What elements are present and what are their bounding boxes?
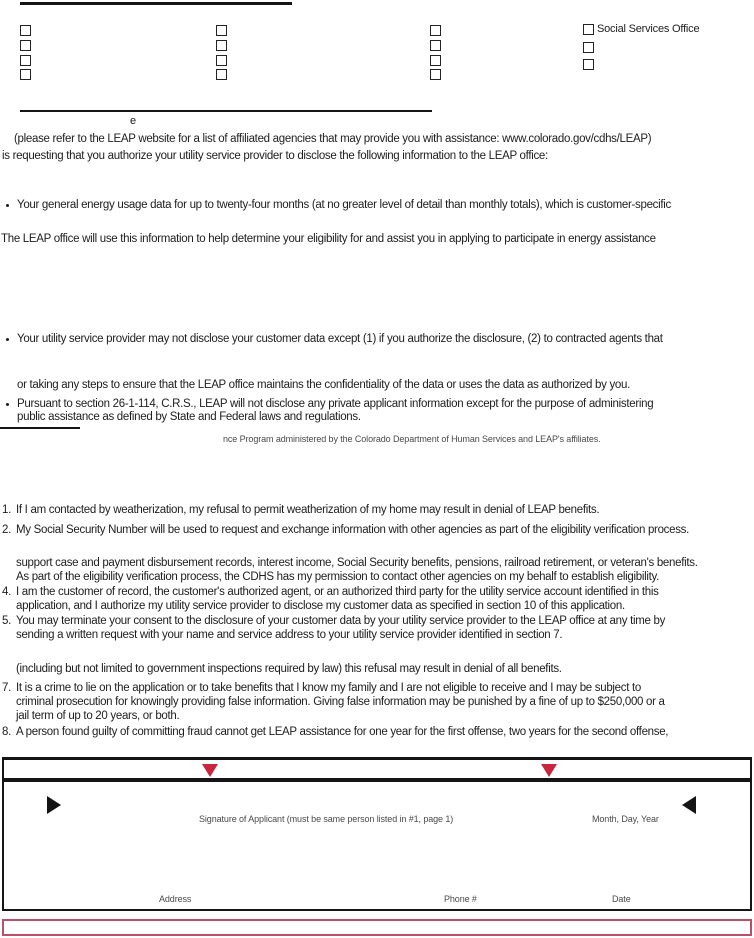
checkbox-social-services-office[interactable]	[583, 24, 594, 35]
list-item-3-line-1: support case and payment disbursement records, interest income, Social Security benefits, pensions, railroad retirement, or veteran's benefits.	[16, 557, 698, 569]
list-item-4-line-2: application, and I authorize my utility service provider to disclose my customer data as specified in section 10 of this application.	[16, 600, 625, 612]
list-number: 5.	[2, 615, 11, 627]
date-label: Date	[612, 894, 631, 904]
social-services-office-label: Social Services Office	[597, 23, 700, 35]
bullet-2-continuation: or taking any steps to ensure that the LEAP office maintains the confidentiality of the data or uses the data as authorized by you.	[17, 379, 630, 391]
signature-box	[2, 780, 752, 911]
list-item-8: A person found guilty of committing fraud cannot get LEAP assistance for one year for the first offense, two years for the second offense,	[16, 726, 669, 738]
checkbox-col1-row1[interactable]	[20, 25, 31, 36]
bullet-2-text: Your utility service provider may not disclose your customer data except (1) if you authorize the disclosure, (2) to contracted agents that	[17, 333, 663, 345]
arrow-right-icon	[47, 796, 61, 814]
arrow-down-icon	[541, 764, 557, 777]
bullet-3-line-1: Pursuant to section 26-1-114, C.R.S., LEAP will not disclose any private applicant information except for the purpose of administering	[17, 398, 654, 410]
intro-line-1: (please refer to the LEAP website for a list of affiliated agencies that may provide you with assistance: www.colorado.gov/cdhs/LEAP)	[14, 133, 652, 145]
applicant-signature-field[interactable]	[104, 787, 504, 813]
list-number: 1.	[2, 504, 11, 516]
checkbox-col4-row2[interactable]	[583, 42, 594, 53]
intro-line-2: is requesting that you authorize your utility service provider to disclose the following information to the LEAP office:	[2, 150, 548, 162]
list-item-2: My Social Security Number will be used to request and exchange information with other agencies as part of the eligibility verification process.	[16, 524, 690, 536]
red-outlined-box	[2, 919, 752, 936]
list-item-5-line-2: sending a written request with your name and service address to your utility service provider identified in section 7.	[16, 629, 563, 641]
leap-use-paragraph: The LEAP office will use this information to help determine your eligibility for and assist you in applying to participate in energy assistance	[1, 233, 656, 245]
address-label: Address	[159, 894, 192, 904]
list-item-3-line-2: As part of the eligibility verification process, the CDHS has my permission to contact other agencies on my behalf to establish eligibility.	[16, 571, 659, 583]
bullet-1-text: Your general energy usage data for up to twenty-four months (at no greater level of detail than monthly totals), which is customer-specific	[17, 199, 671, 211]
bullet-marker	[6, 204, 9, 207]
stray-character: e	[130, 115, 137, 127]
list-item-7-line-1: It is a crime to lie on the application or to take benefits that I know my family and I are not eligible to receive and I may be subject to	[16, 682, 642, 694]
phone-field[interactable]	[404, 852, 554, 882]
checkbox-col3-row4[interactable]	[430, 69, 441, 80]
checkbox-col3-row3[interactable]	[430, 55, 441, 66]
month-day-year-label: Month, Day, Year	[592, 814, 659, 824]
list-number: 2.	[2, 524, 11, 536]
signature-of-applicant-label: Signature of Applicant (must be same person listed in #1, page 1)	[199, 814, 454, 824]
rule-top	[20, 2, 292, 5]
rule-agency-line	[20, 110, 432, 112]
signature-section-header	[2, 757, 752, 780]
checkbox-col3-row1[interactable]	[430, 25, 441, 36]
checkbox-col2-row2[interactable]	[216, 40, 227, 51]
checkbox-col1-row4[interactable]	[20, 69, 31, 80]
checkbox-col4-row3[interactable]	[583, 59, 594, 70]
date-field[interactable]	[584, 852, 704, 882]
checkbox-col2-row1[interactable]	[216, 25, 227, 36]
checkbox-col1-row2[interactable]	[20, 40, 31, 51]
checkbox-col2-row3[interactable]	[216, 55, 227, 66]
address-field[interactable]	[64, 852, 364, 882]
checkbox-col3-row2[interactable]	[430, 40, 441, 51]
list-item-4-line-1: I am the customer of record, the customer's authorized agent, or an authorized third party for the utility service account identified in this	[16, 586, 659, 598]
list-number: 8.	[2, 726, 11, 738]
checkbox-col2-row4[interactable]	[216, 69, 227, 80]
list-item-5-line-1: You may terminate your consent to the disclosure of your customer data by your utility service provider to the LEAP office at any time by	[16, 615, 666, 627]
list-item-7-line-3: jail term of up to 20 years, or both.	[16, 710, 180, 722]
bullet-marker	[6, 338, 9, 341]
list-number: 4.	[2, 586, 11, 598]
arrow-down-icon	[202, 764, 218, 777]
phone-label: Phone #	[444, 894, 477, 904]
list-number: 7.	[2, 682, 11, 694]
signature-date-field[interactable]	[564, 787, 694, 813]
list-item-6-continuation: (including but not limited to government inspections required by law) this refusal may result in denial of all benefits.	[16, 663, 562, 675]
footnote-text: nce Program administered by the Colorado Department of Human Services and LEAP's affiliates.	[223, 434, 601, 444]
list-item-7-line-2: criminal prosecution for knowingly providing false information. Giving false information may be punished by a fine of up to $250,000 or a	[16, 696, 665, 708]
bullet-3-line-2: public assistance as defined by State and Federal laws and regulations.	[17, 411, 361, 423]
footnote-rule	[0, 427, 80, 429]
bullet-marker	[6, 403, 9, 406]
list-item-1: If I am contacted by weatherization, my refusal to permit weatherization of my home may result in denial of LEAP benefits.	[16, 504, 600, 516]
checkbox-col1-row3[interactable]	[20, 55, 31, 66]
